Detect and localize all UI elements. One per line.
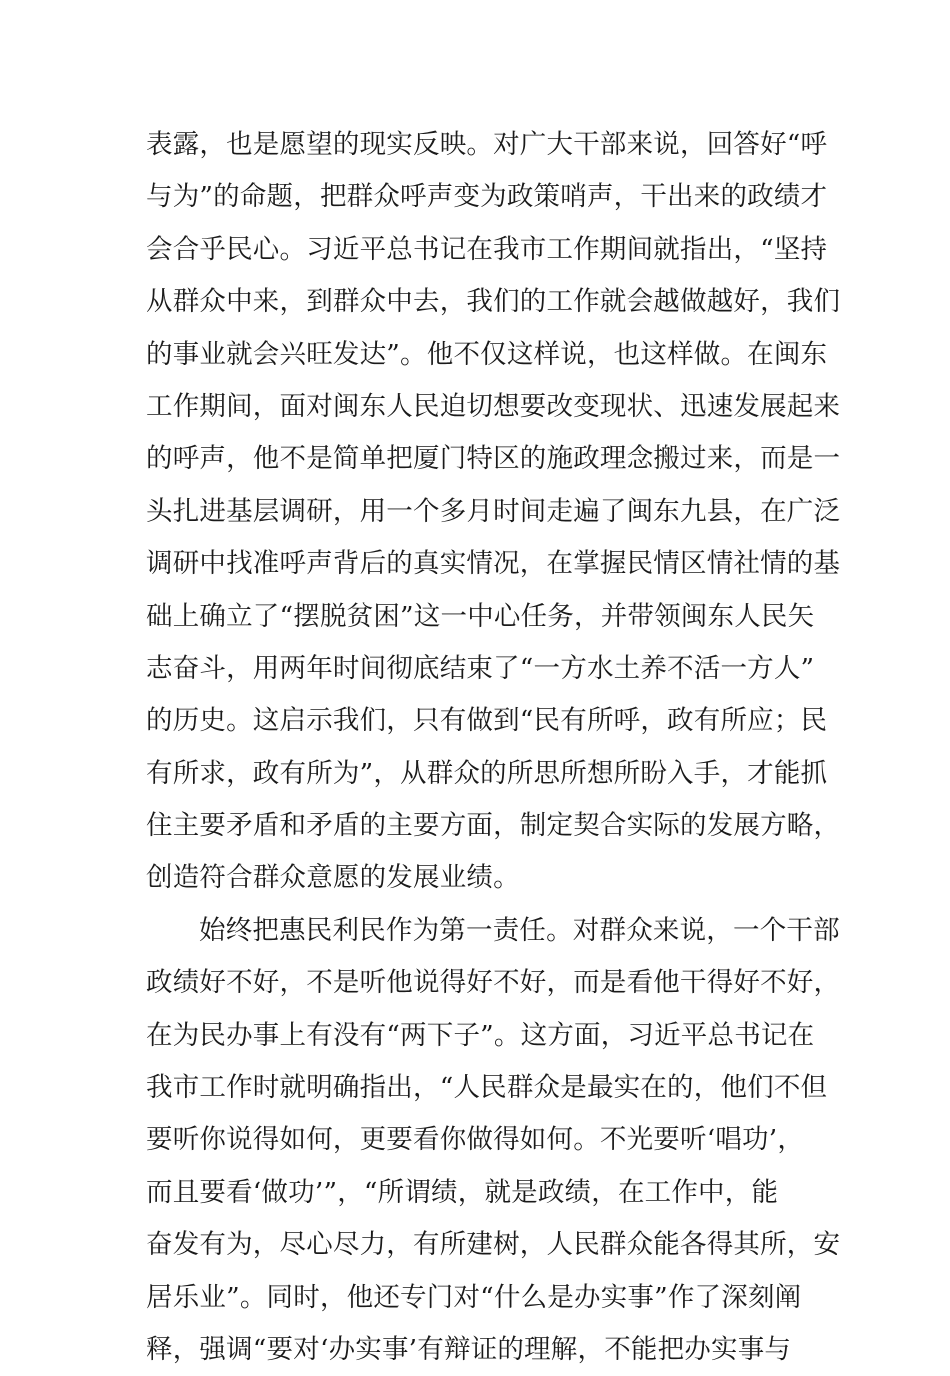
body-text — [146, 119, 841, 1376]
text-line: 的事业就会兴旺发达”。他不仅这样说，也这样做。在闽东 — [146, 338, 828, 370]
text-line: 从群众中来，到群众中去，我们的工作就会越做越好，我们 — [146, 286, 841, 318]
text-line: 住主要矛盾和矛盾的主要方面，制定契合实际的发展方略， — [146, 810, 841, 842]
text-line: 要听你说得如何，更要看你做得如何。不光要听‘唱功’， — [146, 1124, 805, 1156]
text-line: 表露，也是愿望的现实反映。对广大干部来说，回答好“呼 — [146, 129, 828, 160]
text-line: 居乐业”。同时，他还专门对“什么是办实事”作了深刻阐 — [146, 1281, 802, 1313]
text-line: 而且要看‘做功’”，“所谓绩，就是政绩，在工作中，能 — [146, 1176, 779, 1208]
text-line: 与为”的命题，把群众呼声变为政策哨声，干出来的政绩才 — [146, 181, 828, 213]
text-line: 的呼声，他不是简单把厦门特区的施政理念搬过来，而是一 — [146, 443, 841, 475]
text-line: 调研中找准呼声背后的真实情况，在掌握民情区情社情的基 — [146, 548, 841, 580]
text-line: 释，强调“要对‘办实事’有辩证的理解，不能把办实事与 — [146, 1333, 792, 1365]
text-line: 的历史。这启示我们，只有做到“民有所呼，政有所应；民 — [146, 705, 828, 737]
text-line: 我市工作时就明确指出，“人民群众是最实在的，他们不但 — [146, 1072, 828, 1104]
text-line: 有所求，政有所为”，从群众的所思所想所盼入手，才能抓 — [146, 757, 828, 789]
text-line: 奋发有为，尽心尽力，有所建树，人民群众能各得其所，安 — [146, 1229, 841, 1261]
text-line: 志奋斗，用两年时间彻底结束了“一方水土养不活一方人” — [146, 652, 815, 684]
text-line: 头扎进基层调研，用一个多月时间走遍了闽东九县，在广泛 — [146, 495, 841, 527]
text-line: 在为民办事上有没有“两下子”。这方面，习近平总书记在 — [146, 1019, 815, 1051]
paragraph-first-line: 始终把惠民利民作为第一责任。对群众来说，一个干部 — [199, 914, 840, 946]
text-line: 创造符合群众意愿的发展业绩。 — [146, 862, 520, 894]
text-line: 础上确立了“摆脱贫困”这一中心任务，并带领闽东人民矢 — [146, 600, 815, 632]
text-line: 政绩好不好，不是听他说得好不好，而是看他干得好不好， — [146, 967, 841, 999]
text-line: 会合乎民心。习近平总书记在我市工作期间就指出，“坚持 — [146, 233, 828, 265]
text-line: 工作期间，面对闽东人民迫切想要改变现状、迅速发展起来 — [146, 390, 841, 422]
